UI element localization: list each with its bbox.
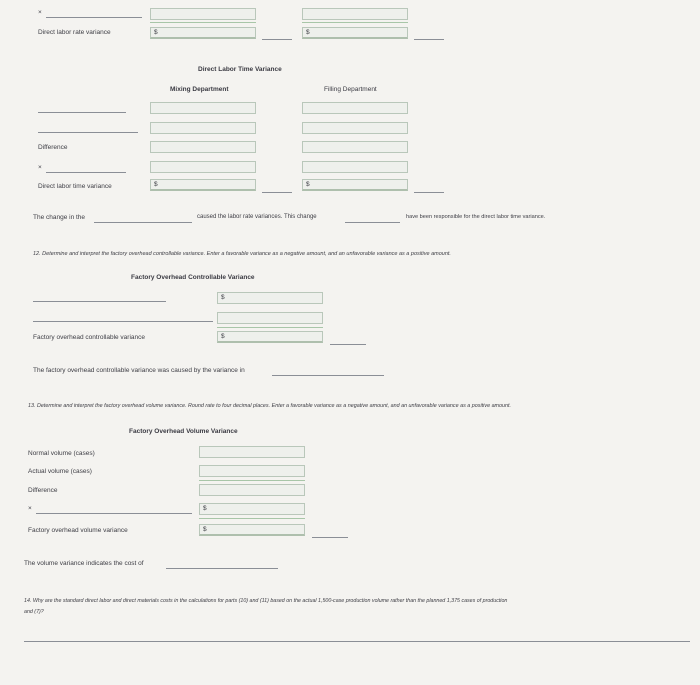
time-variance-label: Direct labor time variance [38,183,112,190]
q13-difference-label: Difference [28,487,58,494]
q12-input-1[interactable] [217,292,323,304]
q13-rate-label-blank[interactable] [36,513,192,514]
currency-sign: $ [221,294,225,301]
q12-title: Factory Overhead Controllable Variance [131,274,255,281]
time-mixing-difference[interactable] [150,141,256,153]
rate-mixing-input-1[interactable] [150,8,256,20]
time-row2-label-blank[interactable] [38,132,138,133]
time-variance-filling-input[interactable] [302,179,408,191]
normal-volume-label: Normal volume (cases) [28,450,95,457]
q13-difference-input[interactable] [199,484,305,496]
time-variance-mixing-status[interactable] [262,192,292,193]
time-mixing-rate-input[interactable] [150,161,256,173]
actual-volume-label: Actual volume (cases) [28,468,92,475]
sentence-part-3: have been responsible for the direct labor time variance. [406,214,546,220]
q13-sentence-blank[interactable] [166,568,278,569]
divider [302,22,408,23]
time-multiplier-blank[interactable] [46,172,126,173]
time-filling-input-1[interactable] [302,102,408,114]
q13-variance-label: Factory overhead volume variance [28,527,128,534]
currency-sign: $ [154,181,158,188]
q13-variance-input[interactable] [199,524,305,536]
time-mixing-input-2[interactable] [150,122,256,134]
q12-sentence-blank[interactable] [272,375,384,376]
divider [217,327,323,328]
q12-variance-input[interactable] [217,331,323,343]
q13-prompt: 13. Determine and interpret the factory overhead volume variance. Round rate to four decimal places. Enter a favorable variance as a negative amount, and an unfavorable variance as a positive amount. [28,403,512,409]
rate-filling-input-1[interactable] [302,8,408,20]
q12-row1-label-blank[interactable] [33,301,166,302]
time-variance-mixing-input[interactable] [150,179,256,191]
q14-prompt-line1: 14. Why are the standard direct labor and direct materials costs in the calculations for parts (10) and (11) based on the actual 1,500-case production volume rather than the planned 1,375 cases of production [24,598,508,604]
sentence-blank-1[interactable] [94,222,192,223]
q12-input-2[interactable] [217,312,323,324]
q12-prompt: 12. Determine and interpret the factory overhead controllable variance. Enter a favorable variance as a negative amount, and an unfavorable variance as a positive amount. [33,251,451,257]
divider [199,518,305,519]
time-row1-label-blank[interactable] [38,112,126,113]
divider [150,22,256,23]
currency-sign: $ [154,29,158,36]
time-mixing-input-1[interactable] [150,102,256,114]
rate-variance-filling-status[interactable] [414,39,444,40]
multiply-sign: × [28,505,32,512]
q14-prompt-line2: and (7)? [24,609,44,615]
time-filling-difference[interactable] [302,141,408,153]
currency-sign: $ [203,526,207,533]
q12-variance-label: Factory overhead controllable variance [33,334,146,341]
actual-volume-input[interactable] [199,465,305,477]
divider [199,480,305,481]
q13-rate-input[interactable] [199,503,305,515]
rate-multiplier-blank[interactable] [46,17,142,18]
time-filling-rate-input[interactable] [302,161,408,173]
q13-title: Factory Overhead Volume Variance [129,428,238,435]
currency-sign: $ [306,29,310,36]
sentence-part-1: The change in the [33,214,86,221]
q12-row2-label-blank[interactable] [33,321,213,322]
rate-variance-mixing-input[interactable] [150,27,256,39]
q12-sentence: The factory overhead controllable variance was caused by the variance in [33,367,245,374]
time-filling-input-2[interactable] [302,122,408,134]
difference-label: Difference [38,144,68,151]
currency-sign: $ [203,505,207,512]
normal-volume-input[interactable] [199,446,305,458]
sentence-part-2: caused the labor rate variances. This change [197,214,317,220]
rate-variance-mixing-status[interactable] [262,39,292,40]
rate-variance-filling-input[interactable] [302,27,408,39]
sentence-blank-2[interactable] [345,222,400,223]
col-mixing-header: Mixing Department [170,86,229,93]
currency-sign: $ [221,333,225,340]
q13-variance-status[interactable] [312,537,348,538]
rate-variance-label: Direct labor rate variance [38,29,111,36]
q12-variance-status[interactable] [330,344,366,345]
time-variance-filling-status[interactable] [414,192,444,193]
time-variance-title: Direct Labor Time Variance [198,66,282,73]
col-filling-header: Filling Department [324,86,377,93]
multiply-sign: × [38,9,42,16]
q13-sentence: The volume variance indicates the cost of [24,560,144,567]
q14-answer-line[interactable] [24,641,690,642]
currency-sign: $ [306,181,310,188]
multiply-sign: × [38,164,42,171]
